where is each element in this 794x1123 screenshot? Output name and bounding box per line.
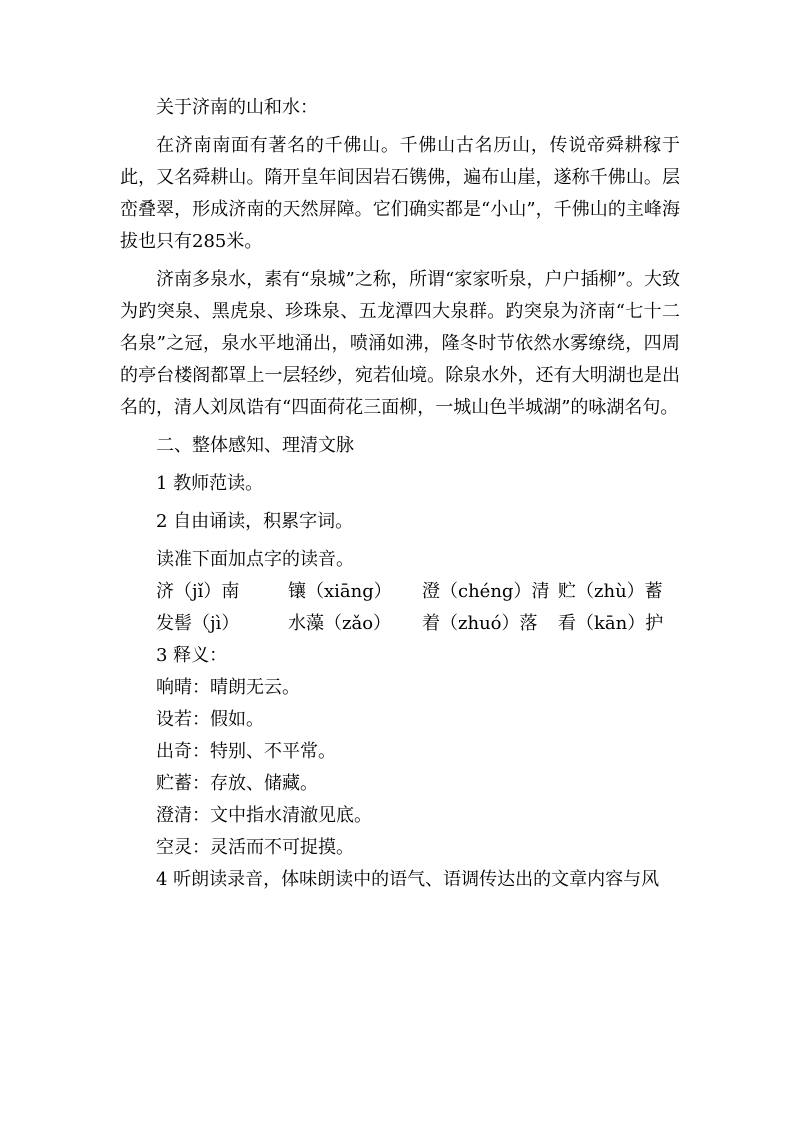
pronunciation-item: 着（zhuó）落: [422, 613, 538, 634]
definition-item: 响晴：晴朗无云。: [156, 677, 300, 698]
definition-item: 设若：假如。: [156, 709, 264, 730]
definition-item: 贮蓄：存放、储藏。: [156, 773, 318, 794]
step-free-reading: 2 自由诵读，积累字词。: [156, 511, 354, 532]
step-definitions: 3 释义：: [156, 645, 228, 666]
pronunciation-item: 澄（chéng）清: [422, 581, 550, 602]
pronunciation-item: 水藻（zǎo）: [288, 613, 392, 634]
section-title-overview: 二、整体感知、理清文脉: [156, 435, 354, 456]
pronunciation-item: 发髻（jì）: [156, 613, 240, 634]
pronunciation-row: [120, 608, 680, 640]
document-body: [120, 92, 680, 896]
pronunciation-instruction: 读准下面加点字的读音。: [156, 549, 354, 570]
pronunciation-item: 看（kān）护: [558, 613, 664, 634]
pronunciation-item: 济（jǐ）南: [156, 581, 240, 602]
pronunciation-item: 贮（zhù）蓄: [558, 581, 663, 602]
section-heading: 关于济南的山和水：: [156, 97, 318, 118]
paragraph-qianfoshan: 在济南南面有著名的千佛山。千佛山古名历山，传说帝舜耕稼于此，又名舜耕山。隋开皇年间因岩石镌佛，遍布山崖，遂称千佛山。层峦叠翠，形成济南的天然屏障。它们确实都是“小山”，千佛山的主峰海拔也只有285米。: [120, 135, 680, 252]
paragraph-springs: 济南多泉水，素有“泉城”之称，所谓“家家听泉，户户插柳”。大致为趵突泉、黑虎泉、珍珠泉、五龙潭四大泉群。趵突泉为济南“七十二名泉”之冠，泉水平地涌出，喷涌如沸，隆冬时节依然水雾缭绕，四周的亭台楼阁都罩上一层轻纱，宛若仙境。除泉水外，还有大明湖也是出名的，清人刘凤诰有“四面荷花三面柳，一城山色半城湖”的咏湖名句。: [120, 269, 680, 418]
step-teacher-reading: 1 教师范读。: [156, 473, 264, 494]
pronunciation-item: 镶（xiāng）: [288, 581, 392, 602]
definition-item: 出奇：特别、不平常。: [156, 741, 336, 762]
definition-item: 空灵：灵活而不可捉摸。: [156, 837, 354, 858]
step-listen-recording: 4 听朗读录音，体味朗读中的语气、语调传达出的文章内容与风: [156, 869, 660, 890]
definition-item: 澄清：文中指水清澈见底。: [156, 805, 372, 826]
pronunciation-row: [120, 576, 680, 608]
